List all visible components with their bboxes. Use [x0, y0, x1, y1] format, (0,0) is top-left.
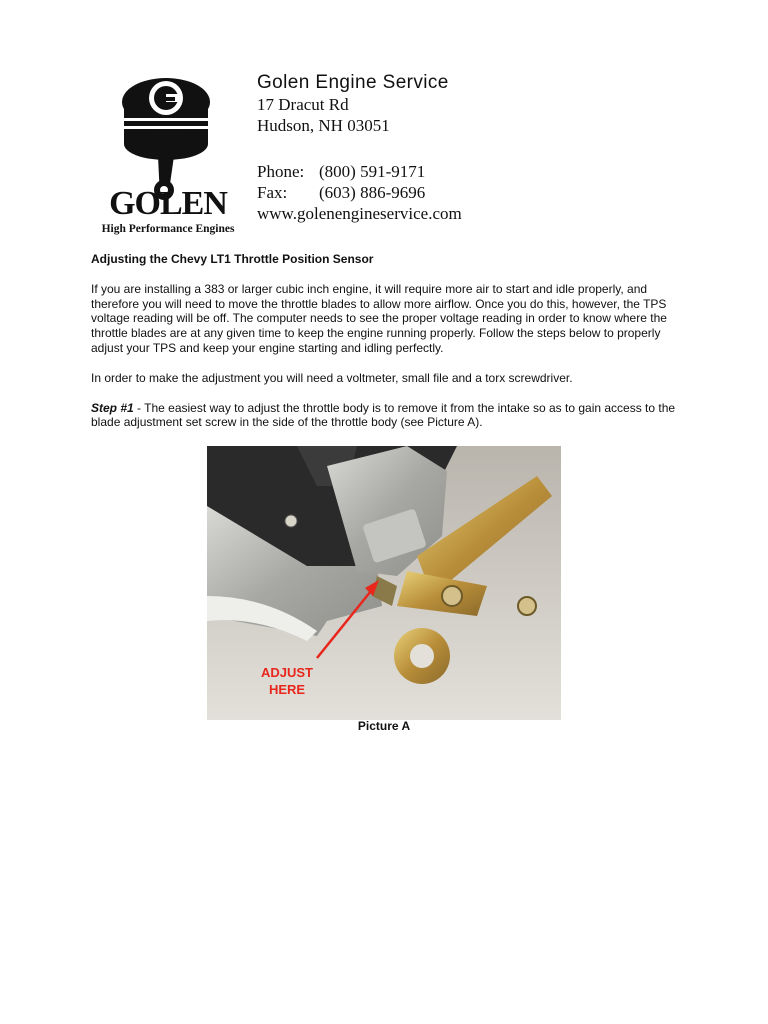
address-line-1: 17 Dracut Rd	[257, 95, 349, 114]
logo-wordmark: GOLEN	[109, 185, 227, 222]
step-1-paragraph	[91, 401, 691, 431]
website-link[interactable]: www.golenengineservice.com	[257, 204, 462, 223]
intro-paragraph: If you are installing a 383 or larger cubic inch engine, it will require more air to start and idle properly, and therefore you will need to move the throttle blades to allow more airflow. Once you do this, however, the TPS voltage reading will be off. The computer needs to see the proper voltage reading in order to know where the throttle blades are at any given time to keep the engine running properly. Follow the steps below to properly adjust your TPS and keep your engine starting and idling perfectly.	[91, 281, 667, 355]
adjust-annotation-line-2: HERE	[268, 682, 306, 697]
address-line-2: Hudson, NH 03051	[257, 116, 390, 135]
throttle-body-photo	[207, 446, 561, 720]
website-row	[257, 203, 462, 224]
step-1-text: - The easiest way to adjust the throttle body is to remove it from the intake so as to gain access to the blade adjustment set screw in the side of the throttle body (see Picture A).	[91, 400, 676, 430]
phone-label: Phone:	[257, 162, 305, 181]
logo-tagline: High Performance Engines	[101, 223, 235, 235]
phone-number: (800) 591-9171	[319, 162, 426, 181]
article-title: Adjusting the Chevy LT1 Throttle Position Sensor	[91, 252, 374, 266]
fax-row	[257, 182, 462, 203]
golen-logo	[88, 72, 248, 240]
figure-caption: Picture A	[357, 719, 411, 733]
fax-label: Fax:	[257, 183, 288, 202]
step-1-label: Step #1	[91, 400, 134, 415]
phone-row	[257, 161, 462, 182]
tools-paragraph: In order to make the adjustment you will need a voltmeter, small file and a torx screwdriver.	[91, 370, 573, 385]
article-body	[91, 252, 691, 445]
fax-number: (603) 886-9696	[319, 183, 426, 202]
company-name: Golen Engine Service	[257, 72, 449, 93]
adjust-annotation-line-1: ADJUST	[260, 665, 314, 680]
company-contact-block	[257, 72, 462, 224]
